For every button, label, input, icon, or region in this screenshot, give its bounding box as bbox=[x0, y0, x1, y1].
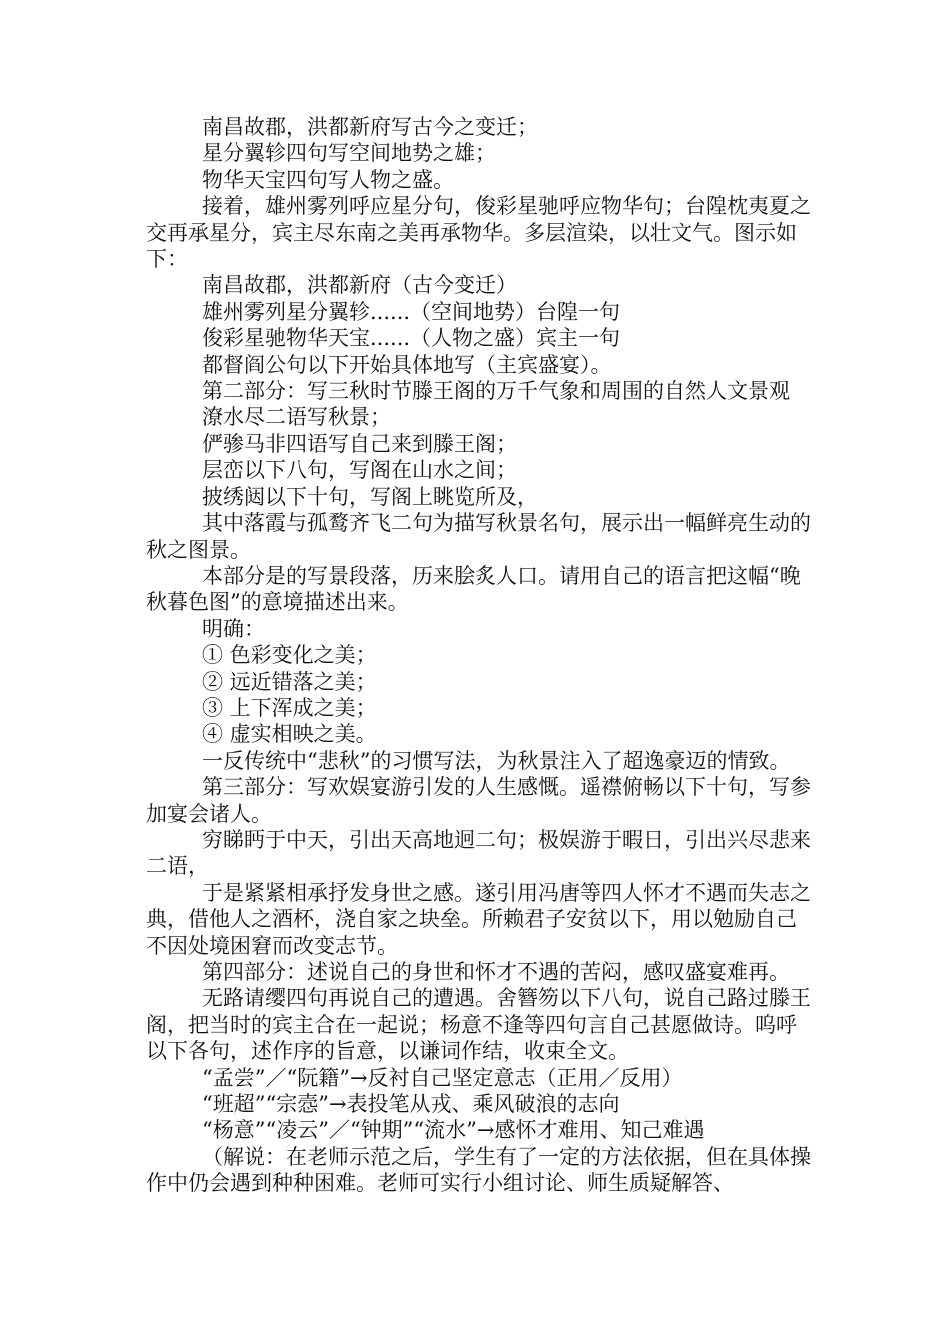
paragraph: 俊彩星驰物华天宝......（人物之盛）宾主一句 bbox=[202, 326, 621, 351]
paragraph: “杨意”“凌云”／“钟期”“流水”→感怀才难用、知己难遇 bbox=[202, 1118, 705, 1143]
paragraph: 接着，雄州雾列呼应星分句，俊彩星驰呼应物华句；台隍枕夷夏之交再承星分，宾主尽东南之美再承物华。多层渲染，以壮文气。图示如下： bbox=[146, 194, 811, 272]
paragraph: 潦水尽二语写秋景； bbox=[202, 405, 391, 430]
list-item: ① 色彩变化之美； bbox=[202, 643, 377, 668]
paragraph: 于是紧紧相承抒发身世之感。遂引用冯唐等四人怀才不遇而失志之典，借他人之酒杯，浇自家之块垒。所赖君子安贫以下，用以勉励自己不因处境困窘而改变志节。 bbox=[146, 880, 811, 958]
paragraph: 物华天宝四句写人物之盛。 bbox=[202, 167, 454, 192]
paragraph: 俨骖马非四语写自己来到滕王阁； bbox=[202, 431, 517, 456]
section-heading: 第三部分：写欢娱宴游引发的人生感慨。遥襟俯畅以下十句，写参加宴会诸人。 bbox=[146, 775, 811, 826]
paragraph: 明确： bbox=[202, 616, 265, 641]
list-item: ④ 虚实相映之美。 bbox=[202, 722, 377, 747]
document-body bbox=[146, 114, 814, 1197]
paragraph: 南昌故郡，洪都新府（古今变迁） bbox=[202, 273, 517, 298]
paragraph: 都督阎公句以下开始具体地写（主宾盛宴）。 bbox=[202, 352, 612, 377]
paragraph: 穷睇眄于中天，引出天高地迥二句；极娱游于暇日，引出兴尽悲来二语， bbox=[146, 827, 811, 879]
paragraph: “孟尝”／“阮籍”→反衬自己坚定意志（正用／反用） bbox=[202, 1065, 683, 1090]
paragraph: 本部分是的写景段落，历来脍炙人口。请用自己的语言把这幅“晚秋暮色图”的意境描述出来。 bbox=[146, 563, 801, 615]
paragraph: 层峦以下八句，写阁在山水之间； bbox=[202, 458, 517, 483]
paragraph: 其中落霞与孤鹜齐飞二句为描写秋景名句，展示出一幅鲜亮生动的秋之图景。 bbox=[146, 511, 811, 562]
paragraph: 南昌故郡，洪都新府写古今之变迁； bbox=[202, 115, 538, 139]
paragraph: “班超”“宗悫”→表投笔从戎、乘风破浪的志向 bbox=[202, 1092, 620, 1117]
paragraph: 星分翼轸四句写空间地势之雄； bbox=[202, 141, 496, 166]
list-item: ② 远近错落之美； bbox=[202, 669, 377, 694]
section-heading: 第二部分：写三秋时节滕王阁的万千气象和周围的自然人文景观 bbox=[202, 379, 790, 404]
paragraph: 一反传统中“悲秋”的习惯写法，为秋景注入了超逸豪迈的情致。 bbox=[202, 748, 791, 773]
section-heading: 第四部分：述说自己的身世和怀才不遇的苦闷，感叹盛宴难再。 bbox=[202, 960, 790, 984]
paragraph: （解说：在老师示范之后，学生有了一定的方法依据，但在具体操作中仍会遇到种种困难。老师可实行小组讨论、师生质疑解答、 bbox=[146, 1144, 811, 1196]
list-item: ③ 上下浑成之美； bbox=[202, 695, 377, 720]
paragraph: 无路请缨四句再说自己的遭遇。舍簪笏以下八句，说自己路过滕王阁，把当时的宾主合在一起说；杨意不逢等四句言自己甚愿做诗。呜呼以下各句，述作序的旨意，以谦词作结，收束全文。 bbox=[146, 986, 811, 1064]
paragraph: 披绣闼以下十句，写阁上眺览所及， bbox=[202, 484, 538, 509]
paragraph: 雄州雾列星分翼轸......（空间地势）台隍一句 bbox=[202, 299, 621, 324]
